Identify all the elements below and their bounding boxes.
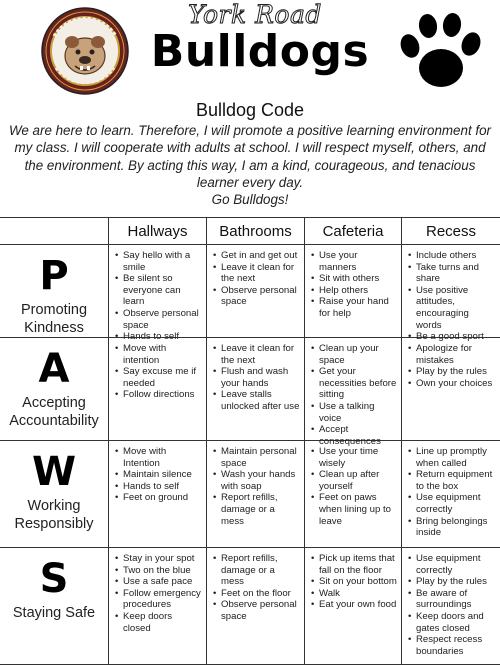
list-item: • Say excuse me if needed xyxy=(123,366,202,389)
row-label: Staying Safe xyxy=(12,605,96,621)
code-text: We are here to learn. Therefore, I will promote a positive learning environment for my class. I will cooperate with adults at school. I will respect myself, others, and the environment. By acting this way, I am a kind, courageous, and tenacious learner every day. xyxy=(8,123,492,190)
corner-cell xyxy=(0,218,109,245)
list-item: • Help others xyxy=(319,285,397,297)
list-item: • Leave it clean for the next xyxy=(221,262,300,285)
cell-s-cafeteria xyxy=(305,548,402,665)
code-closing: Go Bulldogs! xyxy=(211,192,289,208)
list-item: • Clean up your space xyxy=(319,343,397,366)
list-item: • Say hello with a smile xyxy=(123,250,202,273)
list-item: • Two on the blue xyxy=(123,565,202,577)
column-header-bathrooms: Bathrooms xyxy=(207,218,305,245)
list-item: • Report refills, damage or a mess xyxy=(221,553,300,588)
cell-p-cafeteria xyxy=(305,245,402,338)
list-item: • Follow directions xyxy=(123,389,202,401)
list-item: • Use your manners xyxy=(319,250,397,273)
cell-p-bathrooms xyxy=(207,245,305,338)
code-heading: Bulldog Code xyxy=(195,100,305,120)
list-item: • Be silent so everyone can learn xyxy=(123,273,202,308)
cell-w-hallways xyxy=(109,441,207,548)
list-item: • Accept consequences xyxy=(319,424,397,447)
column-header-recess: Recess xyxy=(402,218,500,245)
list-item: • Be aware of surroundings xyxy=(416,588,496,611)
list-item: • Feet on ground xyxy=(123,492,202,504)
row-letter: W xyxy=(31,449,77,495)
row-header-staying-safe xyxy=(0,548,109,665)
header-kicker: York Road xyxy=(188,0,322,29)
list-item: • Observe personal space xyxy=(221,599,300,622)
cell-a-recess xyxy=(402,338,500,441)
list-item: • Pick up items that fall on the floor xyxy=(319,553,397,576)
list-item: • Feet on the floor xyxy=(221,588,300,600)
cell-w-cafeteria xyxy=(305,441,402,548)
list-item: • Be a good sport xyxy=(416,331,496,343)
page-title: Bulldogs xyxy=(150,26,370,77)
list-item: • Use positive attitudes, encouraging words xyxy=(416,285,496,331)
list-item: • Follow emergency procedures xyxy=(123,588,202,611)
list-item: • Use a safe pace xyxy=(123,576,202,588)
list-item: • Line up promptly when called xyxy=(416,446,496,469)
list-item: • Raise your hand for help xyxy=(319,296,397,319)
school-seal-logo xyxy=(40,6,130,96)
list-item: • Hands to self xyxy=(123,331,202,343)
list-item: • Eat your own food xyxy=(319,599,397,611)
row-label: Working Responsibly xyxy=(14,498,94,532)
list-item: • Report refills, damage or a mess xyxy=(221,492,300,527)
row-letter: A xyxy=(38,346,70,392)
cell-s-recess xyxy=(402,548,500,665)
list-item: • Use a talking voice xyxy=(319,401,397,424)
list-item: • Hands to self xyxy=(123,481,202,493)
cell-p-recess xyxy=(402,245,500,343)
cell-p-hallways xyxy=(109,245,207,343)
list-item: • Get your necessities before sitting xyxy=(319,366,397,401)
list-item: • Stay in your spot xyxy=(123,553,202,565)
cell-a-hallways xyxy=(109,338,207,441)
list-item: • Move with intention xyxy=(123,343,202,366)
header xyxy=(0,0,500,96)
code-paragraph xyxy=(6,122,494,208)
list-item: • Apologize for mistakes xyxy=(416,343,496,366)
list-item: • Leave it clean for the next xyxy=(221,343,300,366)
list-item: • Return equipment to the box xyxy=(416,469,496,492)
row-header-promoting-kindness xyxy=(0,245,109,338)
list-item: • Wash your hands with soap xyxy=(221,469,300,492)
list-item: • Move with Intention xyxy=(123,446,202,469)
list-item: • Maintain personal space xyxy=(221,446,300,469)
row-header-accepting-accountability xyxy=(0,338,109,441)
list-item: • Include others xyxy=(416,250,496,262)
list-item: • Feet on paws when lining up to leave xyxy=(319,492,397,527)
cell-a-bathrooms xyxy=(207,338,305,441)
list-item: • Bring belongings inside xyxy=(416,516,496,539)
list-item: • Get in and get out xyxy=(221,250,300,262)
list-item: • Respect recess boundaries xyxy=(416,634,496,657)
list-item: • Observe personal space xyxy=(123,308,202,331)
list-item: • Flush and wash your hands xyxy=(221,366,300,389)
column-header-cafeteria: Cafeteria xyxy=(305,218,402,245)
cell-w-recess xyxy=(402,441,500,548)
list-item: • Sit on your bottom xyxy=(319,576,397,588)
list-item: • Walk xyxy=(319,588,397,600)
list-item: • Take turns and share xyxy=(416,262,496,285)
list-item: • Keep doors and gates closed xyxy=(416,611,496,634)
list-item: • Play by the rules xyxy=(416,576,496,588)
list-item: • Own your choices xyxy=(416,378,496,390)
cell-a-cafeteria xyxy=(305,338,402,447)
list-item: • Play by the rules xyxy=(416,366,496,378)
row-header-working-responsibly xyxy=(0,441,109,548)
cell-s-hallways xyxy=(109,548,207,665)
list-item: • Keep doors closed xyxy=(123,611,202,634)
behavior-matrix xyxy=(0,217,500,665)
row-letter: S xyxy=(39,556,69,602)
cell-s-bathrooms xyxy=(207,548,305,665)
paw-print-icon xyxy=(396,12,482,94)
list-item: • Leave stalls unlocked after use xyxy=(221,389,300,412)
list-item: • Use your time wisely xyxy=(319,446,397,469)
list-item: • Clean up after yourself xyxy=(319,469,397,492)
cell-w-bathrooms xyxy=(207,441,305,548)
list-item: • Use equipment correctly xyxy=(416,553,496,576)
list-item: • Maintain silence xyxy=(123,469,202,481)
row-letter: P xyxy=(39,253,69,299)
list-item: • Sit with others xyxy=(319,273,397,285)
column-header-hallways: Hallways xyxy=(109,218,207,245)
row-label: Promoting Kindness xyxy=(20,302,88,336)
list-item: • Observe personal space xyxy=(221,285,300,308)
list-item: • Use equipment correctly xyxy=(416,492,496,515)
row-label: Accepting Accountability xyxy=(9,395,99,429)
